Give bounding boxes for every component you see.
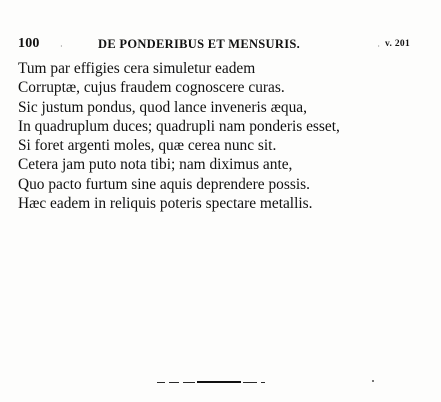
verse-line: Corruptæ, cujus fraudem cognoscere curas. xyxy=(18,79,285,97)
verse-block xyxy=(18,59,418,213)
rule-segment xyxy=(157,382,165,383)
page-number: 100 xyxy=(18,36,40,51)
verse-line: Hæc eadem in reliquis poteris spectare metallis. xyxy=(18,195,313,213)
verse-line: Tum par effigies cera simuletur eadem xyxy=(18,60,256,77)
rule-segment xyxy=(243,382,257,383)
verse-line: Sic justum pondus, quod lance inveneris æqua, xyxy=(18,98,307,116)
verse-line: Quo pacto furtum sine aquis deprendere possis. xyxy=(18,175,310,193)
print-speck xyxy=(372,380,374,382)
rule-segment xyxy=(261,382,265,383)
rule-segment xyxy=(183,382,195,383)
running-head xyxy=(18,36,410,52)
tailpiece-rule xyxy=(145,381,295,385)
verse-line: In quadruplum duces; quadrupli nam ponderis esset, xyxy=(18,117,340,135)
rule-center xyxy=(197,381,241,383)
rule-segment xyxy=(169,382,179,383)
verse-line: Si foret argenti moles, quæ cerea nunc sit. xyxy=(18,137,277,155)
leader-dots: · xyxy=(60,42,63,51)
verse-line: Cetera jam puto nota tibi; nam diximus ante, xyxy=(18,156,293,174)
leader-dots: · xyxy=(377,42,380,51)
running-title: DE PONDERIBUS ET MENSURIS. xyxy=(98,37,301,51)
verse-number: v. 201 xyxy=(384,39,410,49)
